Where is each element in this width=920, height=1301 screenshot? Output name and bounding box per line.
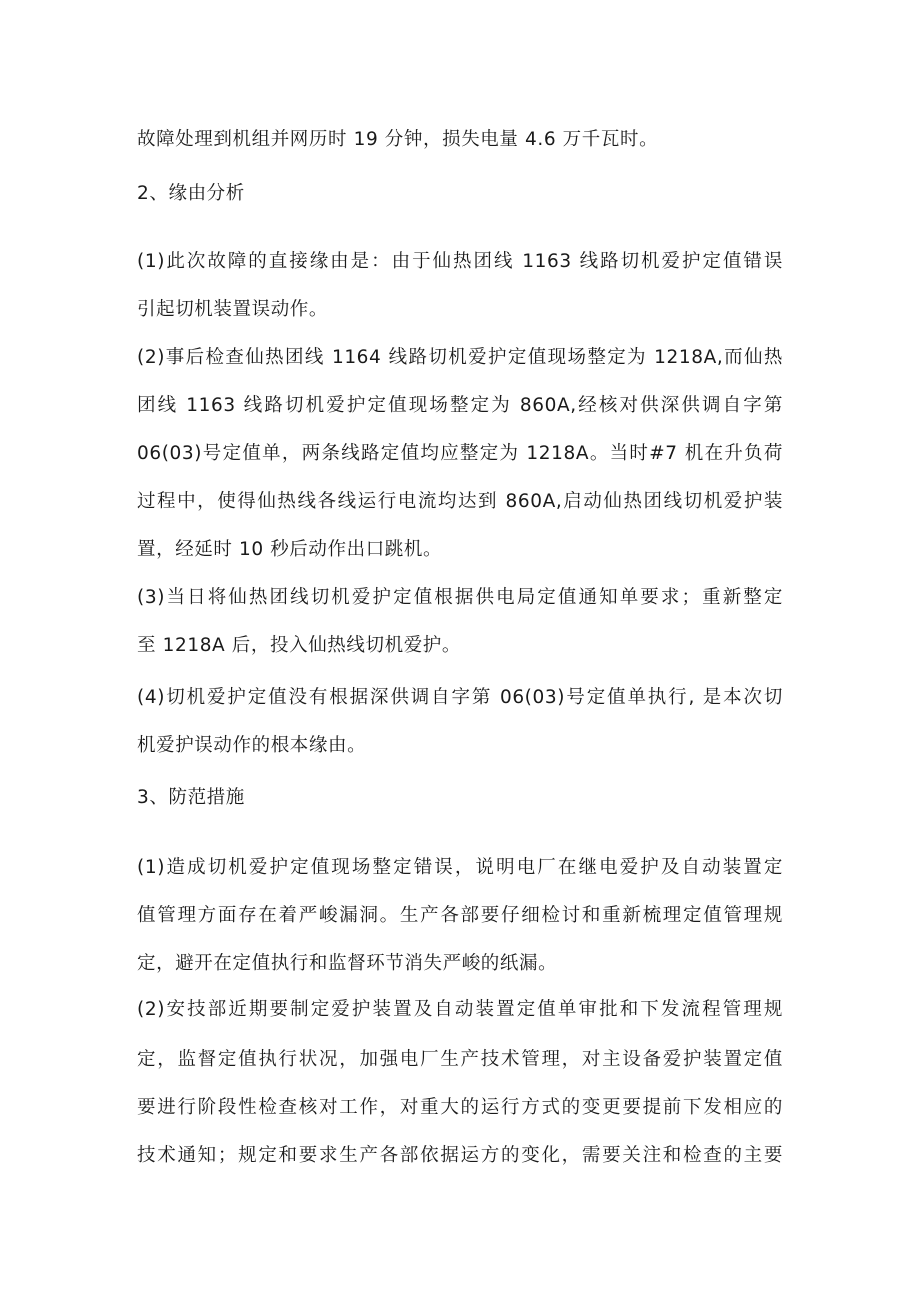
text-line: (4)切机爱护定值没有根据深供调自字第 06(03)号定值单执行, 是本次切 [137, 687, 783, 708]
text-line: 团线 1163 线路切机爱护定值现场整定为 860A,经核对供深供调自字第 [137, 395, 783, 416]
text-line: (1)造成切机爱护定值现场整定错误，说明电厂在继电爱护及自动装置定 [137, 857, 783, 878]
text-line: 至 1218A 后，投入仙热线切机爱护。 [137, 635, 461, 656]
text-line: 定，监督定值执行状况，加强电厂生产技术管理，对主设备爱护装置定值 [137, 1049, 783, 1070]
text-line: (2)事后检查仙热团线 1164 线路切机爱护定值现场整定为 1218A,而仙热 [137, 347, 783, 368]
text-line: 要进行阶段性检查核对工作，对重大的运行方式的变更要提前下发相应的 [137, 1097, 783, 1118]
text-line: 过程中，使得仙热线各线运行电流均达到 860A,启动仙热团线切机爱护装 [137, 491, 783, 512]
text-line: 值管理方面存在着严峻漏洞。生产各部要仔细检讨和重新梳理定值管理规 [137, 905, 783, 926]
text-line: (2)安技部近期要制定爱护装置及自动装置定值单审批和下发流程管理规 [137, 999, 783, 1020]
section-heading: 3、防范措施 [137, 787, 245, 808]
text-line: 定，避开在定值执行和监督环节消失严峻的纸漏。 [137, 953, 558, 974]
text-line: (3)当日将仙热团线切机爱护定值根据供电局定值通知单要求；重新整定 [137, 587, 783, 608]
text-line: 技术通知；规定和要求生产各部依据运方的变化，需要关注和检查的主要 [137, 1145, 783, 1166]
text-line: 机爱护误动作的根本缘由。 [137, 735, 367, 756]
section-heading: 2、缘由分析 [137, 183, 245, 204]
text-line: 故障处理到机组并网历时 19 分钟，损失电量 4.6 万千瓦时。 [137, 129, 659, 150]
text-line: 置，经延时 10 秒后动作出口跳机。 [137, 539, 443, 560]
text-line: (1)此次故障的直接缘由是：由于仙热团线 1163 线路切机爱护定值错误 [137, 251, 783, 272]
text-line: 06(03)号定值单，两条线路定值均应整定为 1218A。当时#7 机在升负荷 [137, 443, 783, 464]
text-line: 引起切机装置误动作。 [137, 299, 329, 320]
